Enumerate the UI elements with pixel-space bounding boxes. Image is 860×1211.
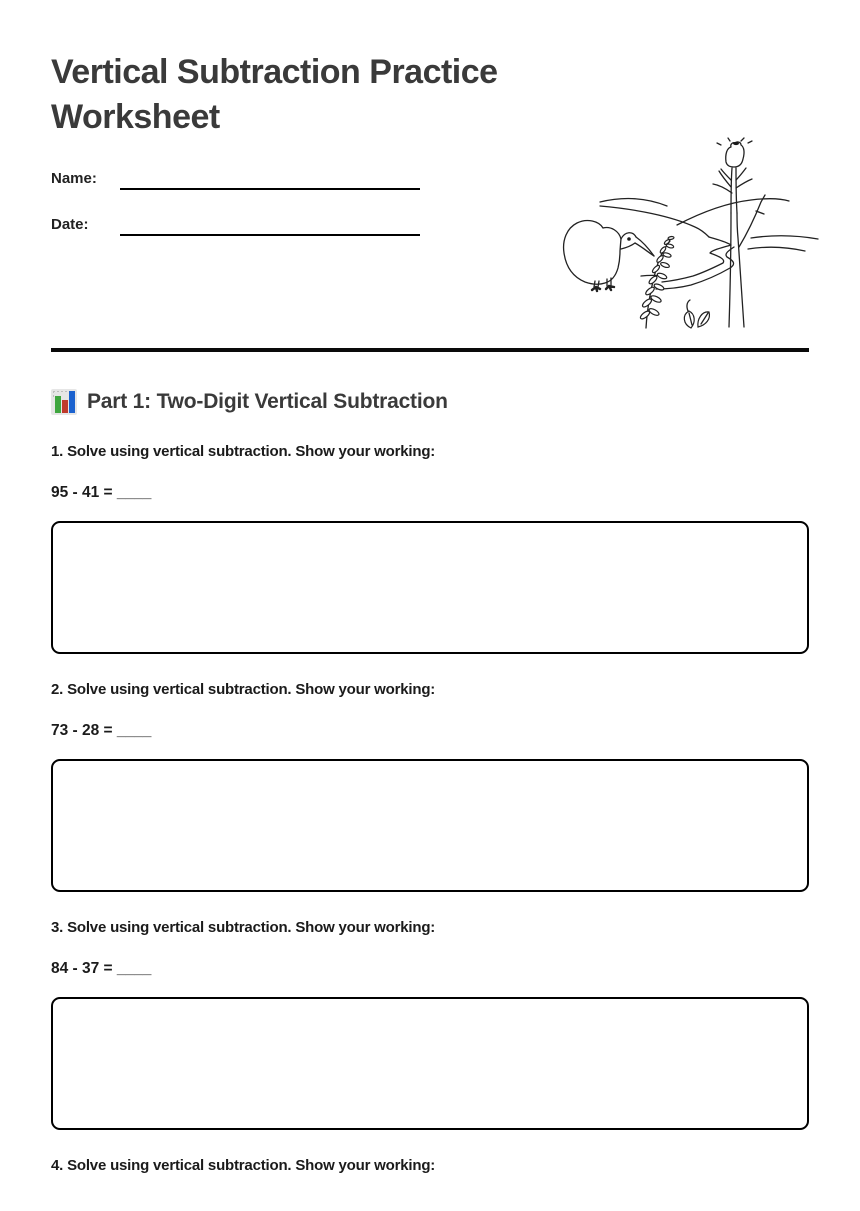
- flower-stem: [731, 168, 737, 213]
- tree-branch-right: [739, 195, 765, 247]
- river-bank-upper: [662, 237, 731, 282]
- kiwi-body: [564, 221, 621, 285]
- hill-line-left: [600, 199, 667, 206]
- name-label: Name:: [51, 170, 97, 187]
- bar-chart-icon: [51, 389, 77, 415]
- hill-line-right: [677, 199, 789, 225]
- flower-bud-top: [733, 142, 739, 145]
- problem-1: [51, 443, 809, 654]
- kiwi-claws-right: [606, 286, 614, 290]
- tree-twigs-left: [713, 169, 732, 193]
- problem-2-instruction: 2. Solve using vertical subtraction. Show your working:: [51, 681, 436, 698]
- part-1-heading: [51, 388, 809, 416]
- tree-twigs-right: [736, 168, 752, 188]
- problem-2-equation: 73 - 28 = ____: [51, 722, 152, 739]
- problem-1-instruction: 1. Solve using vertical subtraction. Show your working:: [51, 443, 436, 460]
- date-input-line[interactable]: [120, 214, 420, 236]
- problem-4-instruction: 4. Solve using vertical subtraction. Show your working:: [51, 1157, 436, 1174]
- problem-3-equation: 84 - 37 = ____: [51, 960, 152, 977]
- kiwi-illustration: [555, 135, 820, 335]
- kiwi-beak-upper: [636, 237, 654, 256]
- tree-trunk-right: [737, 213, 744, 327]
- name-input-line[interactable]: [120, 168, 420, 190]
- date-label: Date:: [51, 216, 89, 233]
- section-divider: [51, 348, 809, 352]
- tree-trunk-left: [729, 213, 731, 327]
- kiwi-eye: [627, 237, 631, 241]
- problem-4: [51, 1157, 809, 1174]
- hill-line-mid: [600, 206, 709, 237]
- problem-1-equation: 95 - 41 = ____: [51, 484, 152, 501]
- kiwi-scene-drawing: [555, 135, 820, 335]
- flower-bud: [726, 142, 744, 167]
- problem-2: [51, 681, 809, 892]
- worksheet-page: [0, 50, 860, 1174]
- section-title: Part 1: Two-Digit Vertical Subtraction: [87, 390, 448, 413]
- kiwi-claws-left: [592, 287, 600, 291]
- problem-2-working-area[interactable]: [51, 759, 809, 892]
- kiwi-chin: [621, 243, 635, 249]
- page-title: Vertical Subtraction Practice Worksheet: [51, 53, 498, 136]
- problem-1-working-area[interactable]: [51, 521, 809, 654]
- problem-3: [51, 919, 809, 1130]
- river-right-1: [751, 236, 818, 239]
- problem-3-instruction: 3. Solve using vertical subtraction. Show your working:: [51, 919, 436, 936]
- river-right-2: [748, 247, 805, 251]
- problem-3-working-area[interactable]: [51, 997, 809, 1130]
